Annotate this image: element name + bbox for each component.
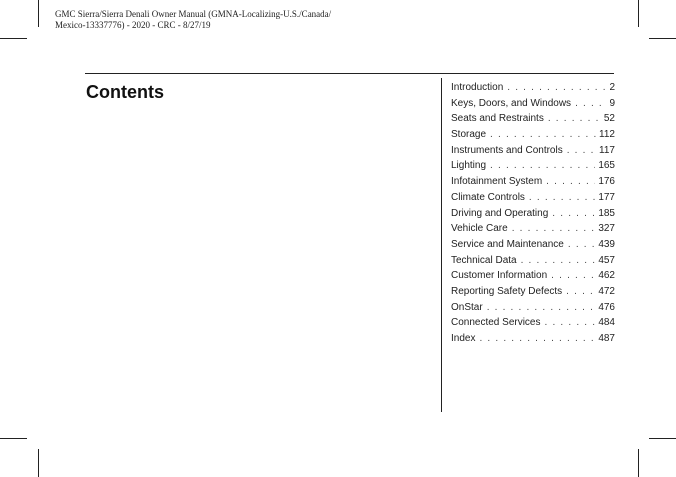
toc-entry-label: Service and Maintenance — [451, 238, 564, 250]
crop-mark-bottom-left-h — [0, 438, 27, 439]
toc-leader-dots — [568, 239, 595, 250]
crop-mark-bottom-right-v — [638, 449, 639, 477]
crop-mark-bottom-right-h — [649, 438, 676, 439]
toc-leader-dots — [546, 176, 595, 187]
toc-entry[interactable] — [451, 113, 615, 129]
toc-entry-page: 176 — [598, 176, 615, 188]
column-divider — [441, 78, 442, 412]
crop-mark-top-left-v — [38, 0, 39, 27]
toc-entry-page: 439 — [598, 238, 615, 250]
toc-entry-label: Lighting — [451, 160, 487, 172]
toc-entry[interactable] — [451, 208, 615, 224]
toc-leader-dots — [575, 98, 606, 109]
toc-entry[interactable] — [451, 98, 615, 114]
toc-entry-label: Connected Services — [451, 317, 541, 329]
toc-leader-dots — [521, 255, 596, 266]
toc-entry-page: 112 — [599, 129, 615, 141]
toc-entry-label: Driving and Operating — [451, 207, 549, 219]
toc-entry-label: Keys, Doors, and Windows — [451, 97, 572, 109]
crop-mark-top-right-h — [649, 38, 676, 39]
toc-entry[interactable] — [451, 317, 615, 333]
toc-entry-label: Climate Controls — [451, 191, 525, 203]
toc-entry-page: 457 — [598, 254, 615, 266]
toc-leader-dots — [566, 286, 595, 297]
toc-entry[interactable] — [451, 223, 615, 239]
toc-entry-label: Index — [451, 333, 476, 344]
toc-entry-page: 9 — [609, 97, 615, 109]
toc-entry[interactable] — [451, 145, 615, 161]
crop-mark-top-right-v — [638, 0, 639, 27]
toc-leader-dots — [567, 145, 596, 156]
toc-leader-dots — [479, 333, 595, 344]
crop-mark-top-left-h — [0, 38, 27, 39]
toc-entry-page: 487 — [598, 333, 615, 344]
toc-entry-page: 177 — [598, 191, 615, 203]
table-of-contents — [451, 82, 615, 349]
top-rule — [85, 73, 614, 74]
toc-leader-dots — [490, 129, 596, 140]
toc-entry-page: 327 — [598, 223, 615, 235]
toc-leader-dots — [529, 192, 595, 203]
document-header — [55, 9, 375, 31]
toc-entry-page: 2 — [609, 82, 615, 93]
toc-entry[interactable] — [451, 270, 615, 286]
toc-entry-label: OnStar — [451, 301, 483, 313]
toc-entry[interactable] — [451, 239, 615, 255]
toc-entry-label: Instruments and Controls — [451, 144, 563, 156]
toc-leader-dots — [552, 208, 595, 219]
toc-leader-dots — [551, 270, 595, 281]
toc-entry-label: Introduction — [451, 82, 504, 93]
toc-leader-dots — [512, 223, 596, 234]
toc-entry[interactable] — [451, 192, 615, 208]
toc-entry-label: Seats and Restraints — [451, 113, 544, 125]
toc-entry-page: 476 — [598, 301, 615, 313]
toc-entry-page: 462 — [598, 270, 615, 282]
toc-entry-page: 52 — [603, 113, 615, 125]
toc-entry-page: 117 — [599, 144, 615, 156]
toc-entry[interactable] — [451, 160, 615, 176]
toc-entry-page: 165 — [598, 160, 615, 172]
page-title: Contents — [86, 82, 164, 102]
toc-leader-dots — [507, 82, 606, 93]
toc-entry[interactable] — [451, 255, 615, 271]
toc-entry-page: 472 — [598, 285, 615, 297]
toc-entry-label: Reporting Safety Defects — [451, 285, 563, 297]
toc-entry-label: Technical Data — [451, 254, 517, 266]
toc-leader-dots — [548, 113, 601, 124]
toc-entry[interactable] — [451, 82, 615, 98]
crop-mark-bottom-left-v — [38, 449, 39, 477]
toc-entry-label: Storage — [451, 129, 487, 141]
toc-entry[interactable] — [451, 129, 615, 145]
toc-entry-page: 484 — [598, 317, 615, 329]
toc-entry[interactable] — [451, 333, 615, 349]
header-line-1: GMC Sierra/Sierra Denali Owner Manual (GMNA-Localizing-U.S./Canada/ — [55, 9, 332, 19]
toc-leader-dots — [545, 317, 596, 328]
toc-entry[interactable] — [451, 302, 615, 318]
toc-entry-page: 185 — [598, 207, 615, 219]
toc-leader-dots — [487, 302, 596, 313]
toc-entry-label: Customer Information — [451, 270, 548, 282]
toc-entry-label: Infotainment System — [451, 176, 543, 188]
toc-entry[interactable] — [451, 286, 615, 302]
toc-entry-label: Vehicle Care — [451, 223, 508, 235]
header-line-2: Mexico-13337776) - 2020 - CRC - 8/27/19 — [55, 20, 211, 30]
toc-leader-dots — [490, 160, 595, 171]
toc-entry[interactable] — [451, 176, 615, 192]
